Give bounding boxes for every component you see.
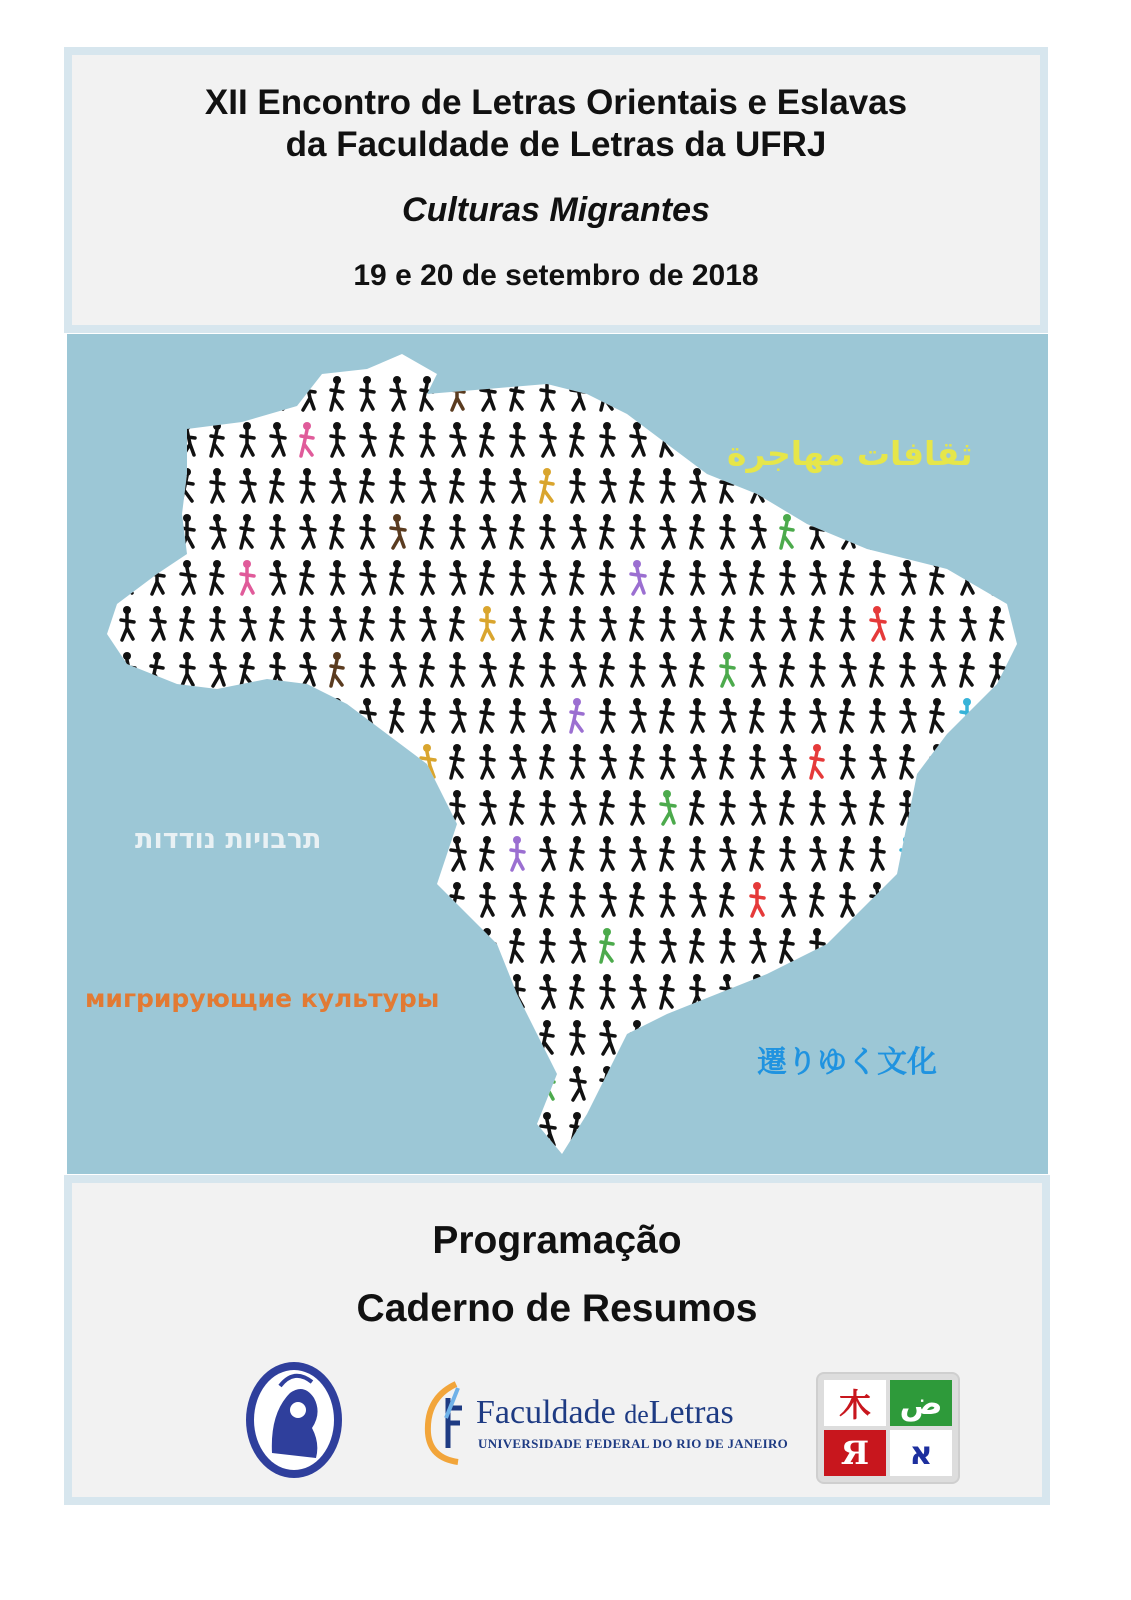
walking-figure-icon (91, 376, 104, 410)
walking-figure-icon (331, 836, 344, 870)
walking-figure-icon (91, 652, 104, 686)
walking-figure-icon (151, 422, 164, 456)
walking-figure-icon (181, 376, 194, 410)
walking-figure-icon (211, 790, 225, 824)
walking-figure-icon (391, 928, 405, 962)
walking-figure-icon (751, 1112, 763, 1146)
footer-panel (64, 1175, 1050, 1505)
walking-figure-icon (121, 1020, 134, 1054)
walking-figure-icon (241, 376, 253, 410)
walking-figure-icon (451, 928, 464, 962)
walking-figure-icon (421, 1112, 434, 1146)
walking-figure-icon (961, 468, 975, 502)
walking-figure-icon (391, 744, 404, 778)
walking-figure-icon (331, 790, 343, 824)
walking-figure-icon (901, 882, 913, 916)
walking-figure-icon (451, 1020, 463, 1054)
walking-figure-icon (91, 422, 105, 456)
walking-figure-icon (931, 882, 944, 916)
walking-figure-icon (961, 974, 974, 1008)
walking-figure-icon (181, 744, 193, 778)
walking-figure-icon (211, 376, 225, 410)
faculdade-de-letras-logo (418, 1378, 789, 1468)
walking-figure-icon (691, 1020, 705, 1054)
walking-figure-icon (151, 1112, 164, 1146)
walking-figure-icon (991, 744, 1003, 778)
walking-figure-icon (961, 836, 974, 870)
walking-figure-icon (151, 514, 163, 548)
walking-figure-icon (121, 514, 135, 548)
walking-figure-icon (151, 744, 165, 778)
event-title-line1: XII Encontro de Letras Orientais e Eslavas (204, 83, 908, 122)
ufrj-logo (242, 1358, 347, 1483)
walking-figure-icon (481, 1020, 494, 1054)
walking-figure-icon (991, 1020, 1003, 1054)
walking-figure-icon (601, 1112, 614, 1146)
walking-figure-icon (931, 928, 945, 962)
walking-figure-icon (241, 882, 255, 916)
walking-figure-icon (121, 376, 135, 410)
walking-figure-icon (391, 1112, 403, 1146)
walking-figure-icon (181, 1066, 194, 1100)
walking-figure-icon (151, 698, 164, 732)
walking-figure-icon (871, 468, 885, 502)
walking-figure-icon (841, 974, 853, 1008)
walking-figure-icon (361, 882, 373, 916)
logo-quadrant-chinese: 木 (824, 1380, 886, 1426)
walking-figure-icon (631, 1112, 645, 1146)
letras-orientais-eslavas-logo (818, 1374, 958, 1482)
walking-figure-icon (181, 698, 195, 732)
walking-figure-icon (691, 422, 704, 456)
walking-figure-icon (391, 1066, 405, 1100)
walking-figure-icon (721, 1020, 733, 1054)
walking-figure-icon (961, 882, 975, 916)
walking-figure-icon (271, 928, 284, 962)
walking-figure-icon (961, 928, 973, 962)
walking-figure-icon (961, 514, 973, 548)
walking-figure-icon (721, 376, 734, 410)
walking-figure-icon (631, 376, 644, 410)
walking-figure-icon (271, 698, 285, 732)
event-title-line2: da Faculdade de Letras da UFRJ (285, 125, 827, 164)
walking-figure-icon (841, 1112, 853, 1146)
walking-figure-icon (331, 1112, 344, 1146)
walking-figure-icon (961, 790, 973, 824)
walking-figure-icon (331, 698, 344, 732)
walking-figure-icon (901, 376, 914, 410)
walking-figure-icon (961, 376, 973, 410)
walking-figure-icon (361, 790, 374, 824)
walking-figure-icon (901, 468, 913, 502)
walking-figure-icon (361, 1112, 375, 1146)
walking-figure-icon (901, 514, 914, 548)
walking-figure-icon (991, 560, 1005, 594)
walking-figure-icon (511, 1020, 525, 1054)
walking-figure-icon (151, 468, 165, 502)
walking-figure-icon (811, 1112, 825, 1146)
walking-figure-icon (871, 376, 883, 410)
walking-figure-icon (121, 928, 135, 962)
walking-figure-icon (121, 790, 135, 824)
logo-quadrant-arabic: ض (890, 1380, 952, 1426)
walking-figure-icon (301, 744, 314, 778)
walking-figure-icon (241, 928, 253, 962)
walking-figure-icon (901, 928, 914, 962)
walking-figure-icon (511, 1066, 523, 1100)
programacao-heading: Programação (432, 1219, 682, 1262)
walking-figure-icon (661, 1112, 673, 1146)
walking-figure-icon (691, 376, 703, 410)
walking-figure-icon (811, 974, 825, 1008)
walking-figure-icon (991, 1112, 1005, 1146)
walking-figure-icon (421, 790, 433, 824)
walking-figure-icon (811, 468, 823, 502)
walking-figure-icon (871, 928, 883, 962)
walking-figure-icon (91, 1020, 103, 1054)
walking-figure-icon (991, 1066, 1004, 1100)
walking-figure-icon (331, 1066, 343, 1100)
walking-figure-icon (91, 514, 104, 548)
walking-figure-icon (241, 744, 255, 778)
walking-figure-icon (121, 836, 133, 870)
walking-figure-icon (181, 928, 194, 962)
walking-figure-icon (211, 882, 224, 916)
brazil-map-shape (107, 354, 1017, 1154)
walking-figure-icon (181, 1020, 193, 1054)
walking-figure-icon (181, 422, 195, 456)
walking-figure-icon (121, 1112, 133, 1146)
walking-figure-icon (211, 928, 225, 962)
walking-figure-icon (391, 836, 403, 870)
walking-figure-icon (91, 790, 104, 824)
label-japanese: 遷りゆく文化 (757, 1045, 937, 1080)
walking-figure-icon (661, 1066, 675, 1100)
walking-figure-icon (391, 882, 404, 916)
walking-figure-icon (331, 928, 343, 962)
walking-figure-icon (931, 514, 945, 548)
walking-figure-icon (961, 1020, 975, 1054)
walking-figure-icon (991, 928, 1004, 962)
walking-figure-icon (781, 468, 795, 502)
walking-figure-icon (151, 928, 163, 962)
walking-figure-icon (241, 1066, 253, 1100)
walking-figure-icon (961, 1112, 974, 1146)
walking-figure-icon (91, 1112, 105, 1146)
walking-figure-icon (421, 882, 435, 916)
walking-figure-icon (91, 928, 104, 962)
walking-figure-icon (91, 468, 103, 502)
walking-figure-icon (991, 882, 1003, 916)
walking-figure-icon (271, 1066, 284, 1100)
cover-map-illustration (67, 334, 1048, 1174)
walking-figure-icon (241, 698, 254, 732)
walking-figure-icon (751, 376, 765, 410)
walking-figure-icon (841, 468, 854, 502)
walking-figure-icon (601, 376, 613, 410)
event-dates: 19 e 20 de setembro de 2018 (353, 259, 759, 292)
walking-figure-icon (361, 1020, 373, 1054)
walking-figure-icon (991, 836, 1005, 870)
walking-figure-icon (121, 1066, 135, 1100)
walking-figure-icon (481, 1066, 495, 1100)
walking-figure-icon (931, 1112, 943, 1146)
walking-figure-icon (421, 1020, 435, 1054)
walking-figure-icon (991, 974, 1005, 1008)
walking-figure-icon (271, 376, 284, 410)
walking-figure-icon (451, 1112, 465, 1146)
walking-figure-icon (331, 744, 345, 778)
faculdade-name: Faculdade deLetras (476, 1394, 734, 1431)
walking-figure-icon (361, 836, 375, 870)
walking-figure-icon (451, 974, 465, 1008)
walking-figure-icon (301, 928, 315, 962)
walking-figure-icon (121, 468, 134, 502)
walking-figure-icon (91, 560, 105, 594)
walking-figure-icon (211, 1020, 224, 1054)
walking-figure-icon (181, 790, 194, 824)
walking-figure-icon (871, 514, 883, 548)
walking-figure-icon (841, 928, 855, 962)
walking-figure-icon (241, 1112, 254, 1146)
walking-figure-icon (121, 744, 134, 778)
walking-figure-icon (991, 468, 1003, 502)
walking-figure-icon (991, 514, 1004, 548)
walking-figure-icon (931, 468, 944, 502)
walking-figure-icon (691, 1066, 703, 1100)
walking-figure-icon (991, 376, 1004, 410)
walking-figure-icon (451, 1066, 464, 1100)
walking-figure-icon (211, 744, 224, 778)
walking-figure-icon (631, 1066, 644, 1100)
walking-figure-icon (481, 1112, 493, 1146)
header-panel (64, 47, 1048, 333)
walking-figure-icon (271, 882, 283, 916)
walking-figure-icon (91, 836, 105, 870)
walking-figure-icon (211, 1112, 223, 1146)
walking-figure-icon (301, 1020, 314, 1054)
walking-figure-icon (961, 744, 975, 778)
walking-figure-icon (901, 974, 915, 1008)
caderno-heading: Caderno de Resumos (356, 1287, 758, 1330)
walking-figure-icon (481, 974, 493, 1008)
walking-figure-icon (361, 928, 374, 962)
walking-figure-icon (151, 1020, 165, 1054)
walking-figure-icon (841, 376, 855, 410)
walking-figure-icon (121, 560, 133, 594)
walking-figure-icon (871, 1112, 884, 1146)
walking-figure-icon (661, 376, 675, 410)
walking-figure-icon (691, 1112, 704, 1146)
walking-figure-icon (91, 1066, 104, 1100)
walking-figure-icon (211, 698, 223, 732)
walking-figure-icon (301, 882, 314, 916)
walking-figure-icon (271, 790, 284, 824)
walking-figure-icon (931, 376, 945, 410)
walking-figure-icon (181, 882, 193, 916)
logo-quadrant-hebrew: א (890, 1430, 952, 1476)
walking-figure-icon (91, 744, 103, 778)
event-theme: Culturas Migrantes (402, 191, 710, 229)
walking-figure-icon (781, 974, 794, 1008)
walking-figure-icon (931, 790, 945, 824)
walking-figure-icon (241, 1020, 255, 1054)
walking-figure-icon (211, 1066, 225, 1100)
walking-figure-icon (301, 1066, 315, 1100)
walking-figure-icon (151, 376, 163, 410)
walking-figure-icon (271, 744, 283, 778)
walking-figure-icon (991, 422, 1005, 456)
walking-figure-icon (931, 836, 943, 870)
walking-figure-icon (511, 1112, 524, 1146)
walking-figure-icon (811, 376, 824, 410)
walking-figure-icon (271, 1020, 283, 1054)
walking-figure-icon (661, 1020, 674, 1054)
walking-figure-icon (301, 698, 313, 732)
walking-figure-icon (151, 790, 163, 824)
walking-figure-icon (331, 882, 345, 916)
walking-figure-icon (721, 1066, 734, 1100)
walking-figure-icon (991, 698, 1005, 732)
walking-figure-icon (391, 790, 405, 824)
label-russian: мигрирующие культуры (85, 984, 440, 1013)
walking-figure-icon (271, 1112, 285, 1146)
walking-figure-icon (121, 882, 134, 916)
walking-figure-icon (121, 422, 133, 456)
walking-figure-icon (901, 1112, 915, 1146)
walking-figure-icon (301, 790, 315, 824)
fl-monogram-icon (418, 1378, 478, 1468)
walking-figure-icon (181, 1112, 195, 1146)
walking-figure-icon (421, 928, 433, 962)
walking-figure-icon (91, 882, 103, 916)
walking-figure-icon (421, 836, 434, 870)
walking-figure-icon (391, 1020, 404, 1054)
walking-figure-icon (991, 790, 1004, 824)
label-arabic: ثقافات مهاجرة (727, 434, 973, 473)
walking-figure-icon (151, 1066, 163, 1100)
logo-quadrant-russian: Я (824, 1430, 886, 1476)
walking-figure-icon (151, 882, 165, 916)
walking-figure-icon (91, 698, 105, 732)
walking-figure-icon (421, 1066, 433, 1100)
walking-figure-icon (121, 698, 133, 732)
faculdade-subtitle: UNIVERSIDADE FEDERAL DO RIO DE JANEIRO (478, 1436, 789, 1451)
walking-figure-icon (91, 606, 103, 640)
walking-figure-icon (871, 974, 884, 1008)
walking-figure-icon (331, 1020, 345, 1054)
walking-figure-icon (361, 744, 373, 778)
walking-figure-icon (931, 974, 943, 1008)
label-hebrew: תרבויות נודדות (135, 824, 322, 855)
walking-figure-icon (541, 1066, 554, 1100)
walking-figure-icon (961, 1066, 973, 1100)
walking-figure-icon (361, 1066, 374, 1100)
walking-figure-icon (301, 1112, 313, 1146)
walking-figure-icon (781, 376, 793, 410)
walking-figure-icon (781, 1112, 794, 1146)
walking-figure-icon (721, 1112, 735, 1146)
walking-figure-icon (241, 790, 253, 824)
